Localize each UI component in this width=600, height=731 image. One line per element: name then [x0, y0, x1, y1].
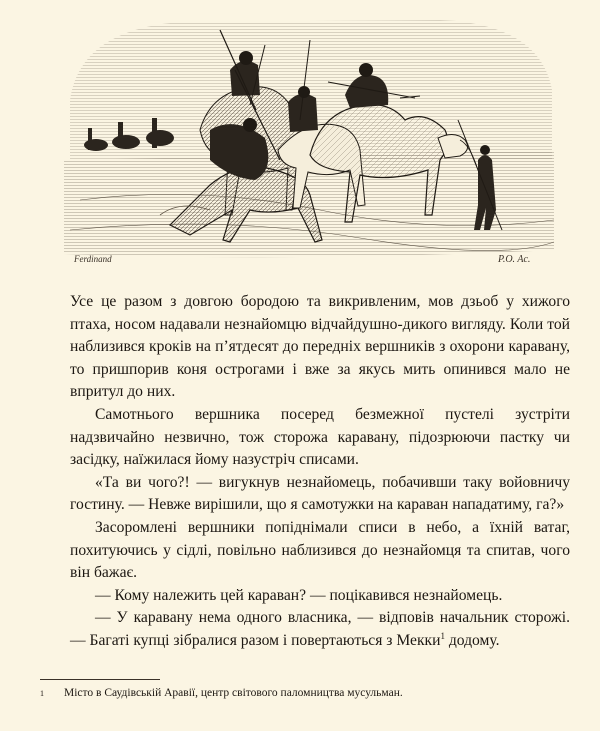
footnote-text: Місто в Саудівській Аравії, центр світового паломництва мусульман. — [64, 687, 403, 699]
paragraph-tail: додому. — [444, 631, 500, 649]
body-text — [70, 291, 570, 653]
paragraph: Усе це разом з довгою бородою та викривленим, мов дзьоб у хижого птаха, носом надавали незнайомцю відчайдушно-дикого вигляду. Коли той наблизився кроків на п’ятдесят до передніх вершників з охорони каравану, то пришпорив коня острогами і вже за якусь мить опинився мало не впритул до них. — [70, 293, 570, 401]
signature-left: Ferdinand — [74, 254, 112, 264]
footnote-mark: 1 — [40, 689, 44, 698]
paragraph: Самотнього вершника посеред безмежної пустелі зустріти надзвичайно незвично, тож сторожа каравану, підозрюючи пастку чи засідку, наїжилася йому назустріч списами. — [70, 405, 570, 469]
signature-right: P.O. Ac. — [498, 254, 531, 265]
paragraph: Засоромлені вершники попіднімали списи в небо, а їхній ватаг, похитуючись у сідлі, повільно наблизився до незнайомця та спитав, чого він бажає. — [70, 518, 570, 582]
caravan-illustration — [60, 10, 558, 270]
paragraph: — Кому належить цей караван? — поцікавився незнайомець. — [95, 586, 503, 604]
footnote-ref: 1 — [440, 630, 445, 641]
footnote-divider — [40, 679, 160, 680]
paragraph-with-footnote — [70, 607, 570, 652]
footnote — [40, 686, 580, 701]
paragraph: «Та ви чого?! — вигукнув незнайомець, побачивши таку войовничу гостину. — Невже вирішили, що я самотужки на караван нападатиму, га?» — [70, 473, 570, 514]
engraving-caravan-icon — [60, 10, 558, 270]
paragraph-text: — У каравану нема одного власника, — відповів начальник сторожі. — Багаті купці зібралися разом і повертаються з Мекки — [70, 609, 570, 649]
